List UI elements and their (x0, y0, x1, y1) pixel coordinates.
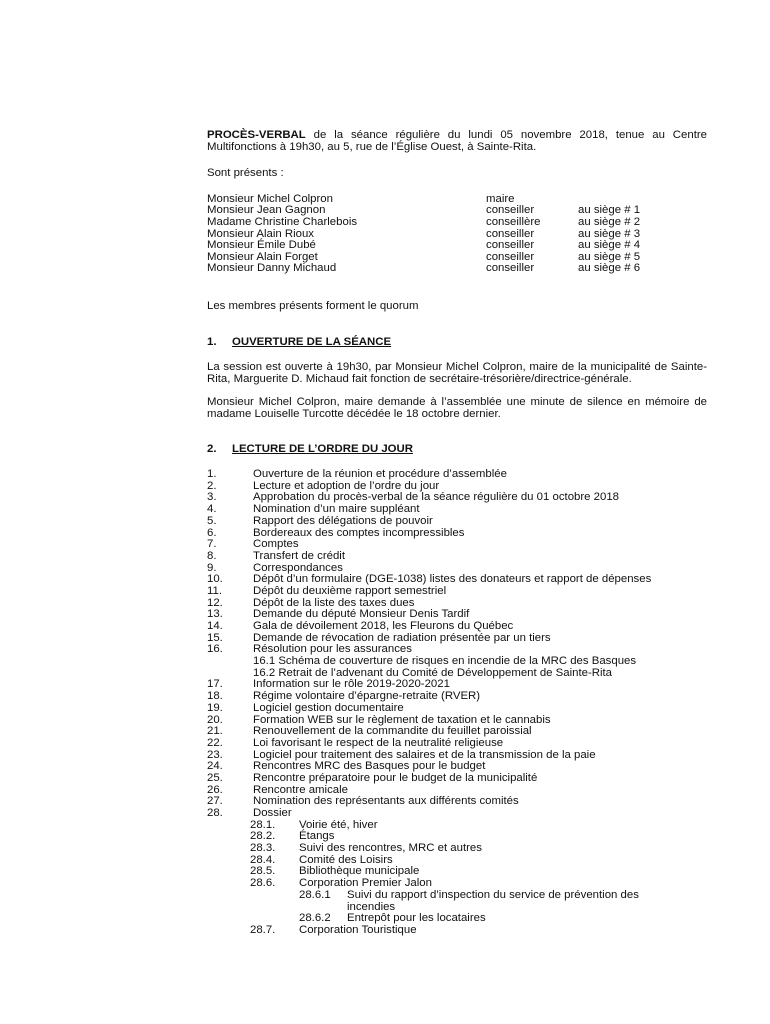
agenda-list (207, 469, 707, 937)
member-seat: au siège # 5 (578, 250, 641, 263)
agenda-subitem: 16.1 Schéma de couverture de risques en incendie de la MRC des Basques (253, 655, 637, 668)
agenda-item (207, 703, 707, 715)
member-role: maire (486, 192, 515, 205)
agenda-item-number: 12. (207, 596, 223, 609)
member-row (207, 240, 707, 252)
agenda-item-number: 13. (207, 608, 223, 621)
agenda-item-number: 11. (207, 584, 222, 597)
dossier-item-number: 28.7. (250, 923, 276, 936)
dossier-item-number: 28.3. (250, 842, 276, 855)
dossier-item (207, 855, 707, 867)
agenda-item-number: 20. (207, 713, 223, 726)
dossier-item-text: Bibliothèque municipale (299, 865, 420, 878)
agenda-item (207, 808, 707, 820)
member-name: Monsieur Émile Dubé (207, 239, 316, 252)
agenda-item-text: Logiciel gestion documentaire (253, 701, 404, 714)
agenda-item (207, 551, 707, 563)
member-role: conseiller (486, 204, 535, 217)
member-name: Monsieur Alain Rioux (207, 227, 314, 240)
agenda-item-text: Régime volontaire d’épargne-retraite (RVER) (253, 690, 481, 703)
member-seat: au siège # 2 (578, 215, 641, 228)
dossier-item-text: Corporation Touristique (299, 923, 417, 936)
dossier-item (207, 820, 707, 832)
agenda-item-text: Approbation du procès-verbal de la séance régulière du 01 octobre 2018 (253, 491, 620, 504)
dossier-item-number: 28.4. (250, 853, 276, 866)
agenda-item (207, 586, 707, 598)
agenda-item-number: 24. (207, 760, 223, 773)
agenda-item-number: 25. (207, 771, 223, 784)
section-2-title: LECTURE DE L’ORDRE DU JOUR (232, 442, 413, 455)
dossier-item (207, 843, 707, 855)
agenda-item-text: Formation WEB sur le règlement de taxation et le cannabis (253, 713, 551, 726)
agenda-item (207, 621, 707, 633)
dossier-item-number: 28.5. (250, 865, 276, 878)
agenda-item-text: Renouvellement de la commandite du feuillet paroissial (253, 725, 532, 738)
agenda-item-number: 8. (207, 549, 217, 562)
agenda-item-text: Demande du député Monsieur Denis Tardif (253, 608, 470, 621)
agenda-item-text: Dépôt d’un formulaire (DGE-1038) listes des donateurs et rapport de dépenses (253, 573, 652, 586)
agenda-item-text: Résolution pour les assurances (253, 643, 412, 656)
dossier-item (207, 866, 707, 878)
agenda-item-number: 22. (207, 736, 223, 749)
agenda-item-number: 27. (207, 795, 223, 808)
dossier-item-number: 28.1. (250, 818, 276, 831)
section-1-paragraph-2: Monsieur Michel Colpron, maire demande à l’assemblée une minute de silence en mémoire de madame Louiselle Turcotte décédée le 18 octobre dernier. (207, 396, 707, 420)
member-role: conseiller (486, 227, 535, 240)
agenda-item-text: Correspondances (253, 561, 343, 574)
agenda-item-number: 14. (207, 620, 223, 633)
dossier-item-number: 28.6. (250, 877, 276, 890)
agenda-item-text: Bordereaux des comptes incompressibles (253, 526, 465, 539)
dossier-item (207, 925, 707, 937)
member-row (207, 217, 707, 229)
agenda-item-text: Dossier (253, 807, 292, 820)
member-name: Monsieur Danny Michaud (207, 262, 337, 275)
member-seat: au siège # 1 (578, 204, 641, 217)
agenda-item-text: Rencontre préparatoire pour le budget de la municipalité (253, 771, 538, 784)
member-seat: au siège # 4 (578, 239, 641, 252)
dossier-item-number: 28.2. (250, 830, 276, 843)
member-role: conseiller (486, 262, 535, 275)
agenda-item-number: 18. (207, 690, 223, 703)
agenda-item-number: 4. (207, 503, 217, 516)
agenda-item-number: 15. (207, 631, 223, 644)
member-role: conseiller (486, 239, 535, 252)
dossier-item-text: Corporation Premier Jalon (299, 877, 432, 890)
agenda-item-number: 23. (207, 748, 223, 761)
agenda-item-text: Gala de dévoilement 2018, les Fleurons du Québec (253, 620, 514, 633)
agenda-item-text: Nomination d’un maire suppléant (253, 503, 420, 516)
member-row (207, 263, 707, 275)
agenda-item-text: Ouverture de la réunion et procédure d’assemblée (253, 468, 507, 481)
dossier-subitem-number: 28.6.2 (299, 912, 331, 925)
intro-text: de la séance régulière du lundi 05 novembre 2018, tenue au Centre Multifonctions à 19h30, au 5, rue de l’Église Ouest, à Sainte-Rita. (207, 129, 707, 153)
agenda-item-number: 10. (207, 573, 223, 586)
member-name: Monsieur Alain Forget (207, 250, 318, 263)
member-name: Monsieur Michel Colpron (207, 192, 333, 205)
agenda-item-number: 9. (207, 561, 217, 574)
agenda-item-text: Demande de révocation de radiation présentée par un tiers (253, 631, 551, 644)
section-2-number: 2. (207, 442, 217, 455)
agenda-item-text: Rapport des délégations de pouvoir (253, 514, 433, 527)
agenda-item-number: 17. (207, 678, 223, 691)
section-1-heading (207, 337, 707, 349)
dossier-subitem-text: Suivi du rapport d’inspection du service de prévention des incendies (347, 888, 639, 913)
agenda-item-number: 2. (207, 479, 217, 492)
document-type: PROCÈS-VERBAL (207, 129, 306, 141)
member-role: conseillère (486, 215, 541, 228)
agenda-item-number: 3. (207, 491, 217, 504)
dossier-item-text: Suivi des rencontres, MRC et autres (299, 842, 482, 855)
intro-paragraph (207, 130, 707, 153)
member-name: Monsieur Jean Gagnon (207, 204, 326, 217)
agenda-item-text: Dépôt de la liste des taxes dues (253, 596, 415, 609)
agenda-item-number: 6. (207, 526, 217, 539)
dossier-subitem-text: Entrepôt pour les locataires (347, 912, 486, 925)
agenda-item (207, 738, 707, 750)
agenda-item-number: 1. (207, 468, 217, 481)
agenda-item (207, 773, 707, 785)
agenda-item (207, 516, 707, 528)
agenda-item-number: 16. (207, 643, 223, 656)
dossier-subitem-number: 28.6.1 (299, 888, 331, 901)
dossier-item-text: Comité des Loisirs (299, 853, 393, 866)
dossier-item-text: Voirie été, hiver (299, 818, 378, 831)
agenda-item-text: Logiciel pour traitement des salaires et de la transmission de la paie (253, 748, 596, 761)
agenda-item-number: 26. (207, 783, 223, 796)
agenda-item-text: Nomination des représentants aux différents comités (253, 795, 519, 808)
agenda-item-number: 28. (207, 807, 223, 820)
dossier-item-text: Étangs (299, 830, 335, 843)
agenda-item-number: 5. (207, 514, 217, 527)
member-seat: au siège # 3 (578, 227, 641, 240)
agenda-item-text: Loi favorisant le respect de la neutralité religieuse (253, 736, 504, 749)
quorum-statement: Les membres présents forment le quorum (207, 299, 419, 312)
agenda-item-text: Rencontre amicale (253, 783, 348, 796)
dossier-subitem (207, 913, 707, 925)
member-seat: au siège # 6 (578, 262, 641, 275)
agenda-item-text: Rencontres MRC des Basques pour le budget (253, 760, 486, 773)
agenda-item-number: 21. (207, 725, 223, 738)
member-name: Madame Christine Charlebois (207, 215, 358, 228)
agenda-item-text: Transfert de crédit (253, 549, 346, 562)
agenda-item-text: Dépôt du deuxième rapport semestriel (253, 584, 447, 597)
members-list (207, 194, 707, 275)
present-label: Sont présents : (207, 167, 284, 180)
agenda-item-number: 19. (207, 701, 223, 714)
agenda-item-text: Lecture et adoption de l’ordre du jour (253, 479, 440, 492)
agenda-item-text: Comptes (253, 538, 299, 551)
section-1-number: 1. (207, 335, 217, 348)
agenda-item-text: Information sur le rôle 2019-2020-2021 (253, 678, 450, 691)
dossier-subitem (207, 890, 707, 913)
agenda-item-number: 7. (207, 538, 217, 551)
section-1-paragraph-1: La session est ouverte à 19h30, par Monsieur Michel Colpron, maire de la municipalité de Sainte-Rita, Marguerite D. Michaud fait fonction de secrétaire-trésorière/directrice-générale. (207, 361, 707, 385)
agenda-subitem: 16.2 Retrait de l’advenant du Comité de Développement de Sainte-Rita (253, 666, 613, 679)
member-role: conseiller (486, 250, 535, 263)
document-page (207, 130, 707, 937)
section-2-heading (207, 444, 707, 456)
section-1-title: OUVERTURE DE LA SÉANCE (232, 335, 392, 348)
